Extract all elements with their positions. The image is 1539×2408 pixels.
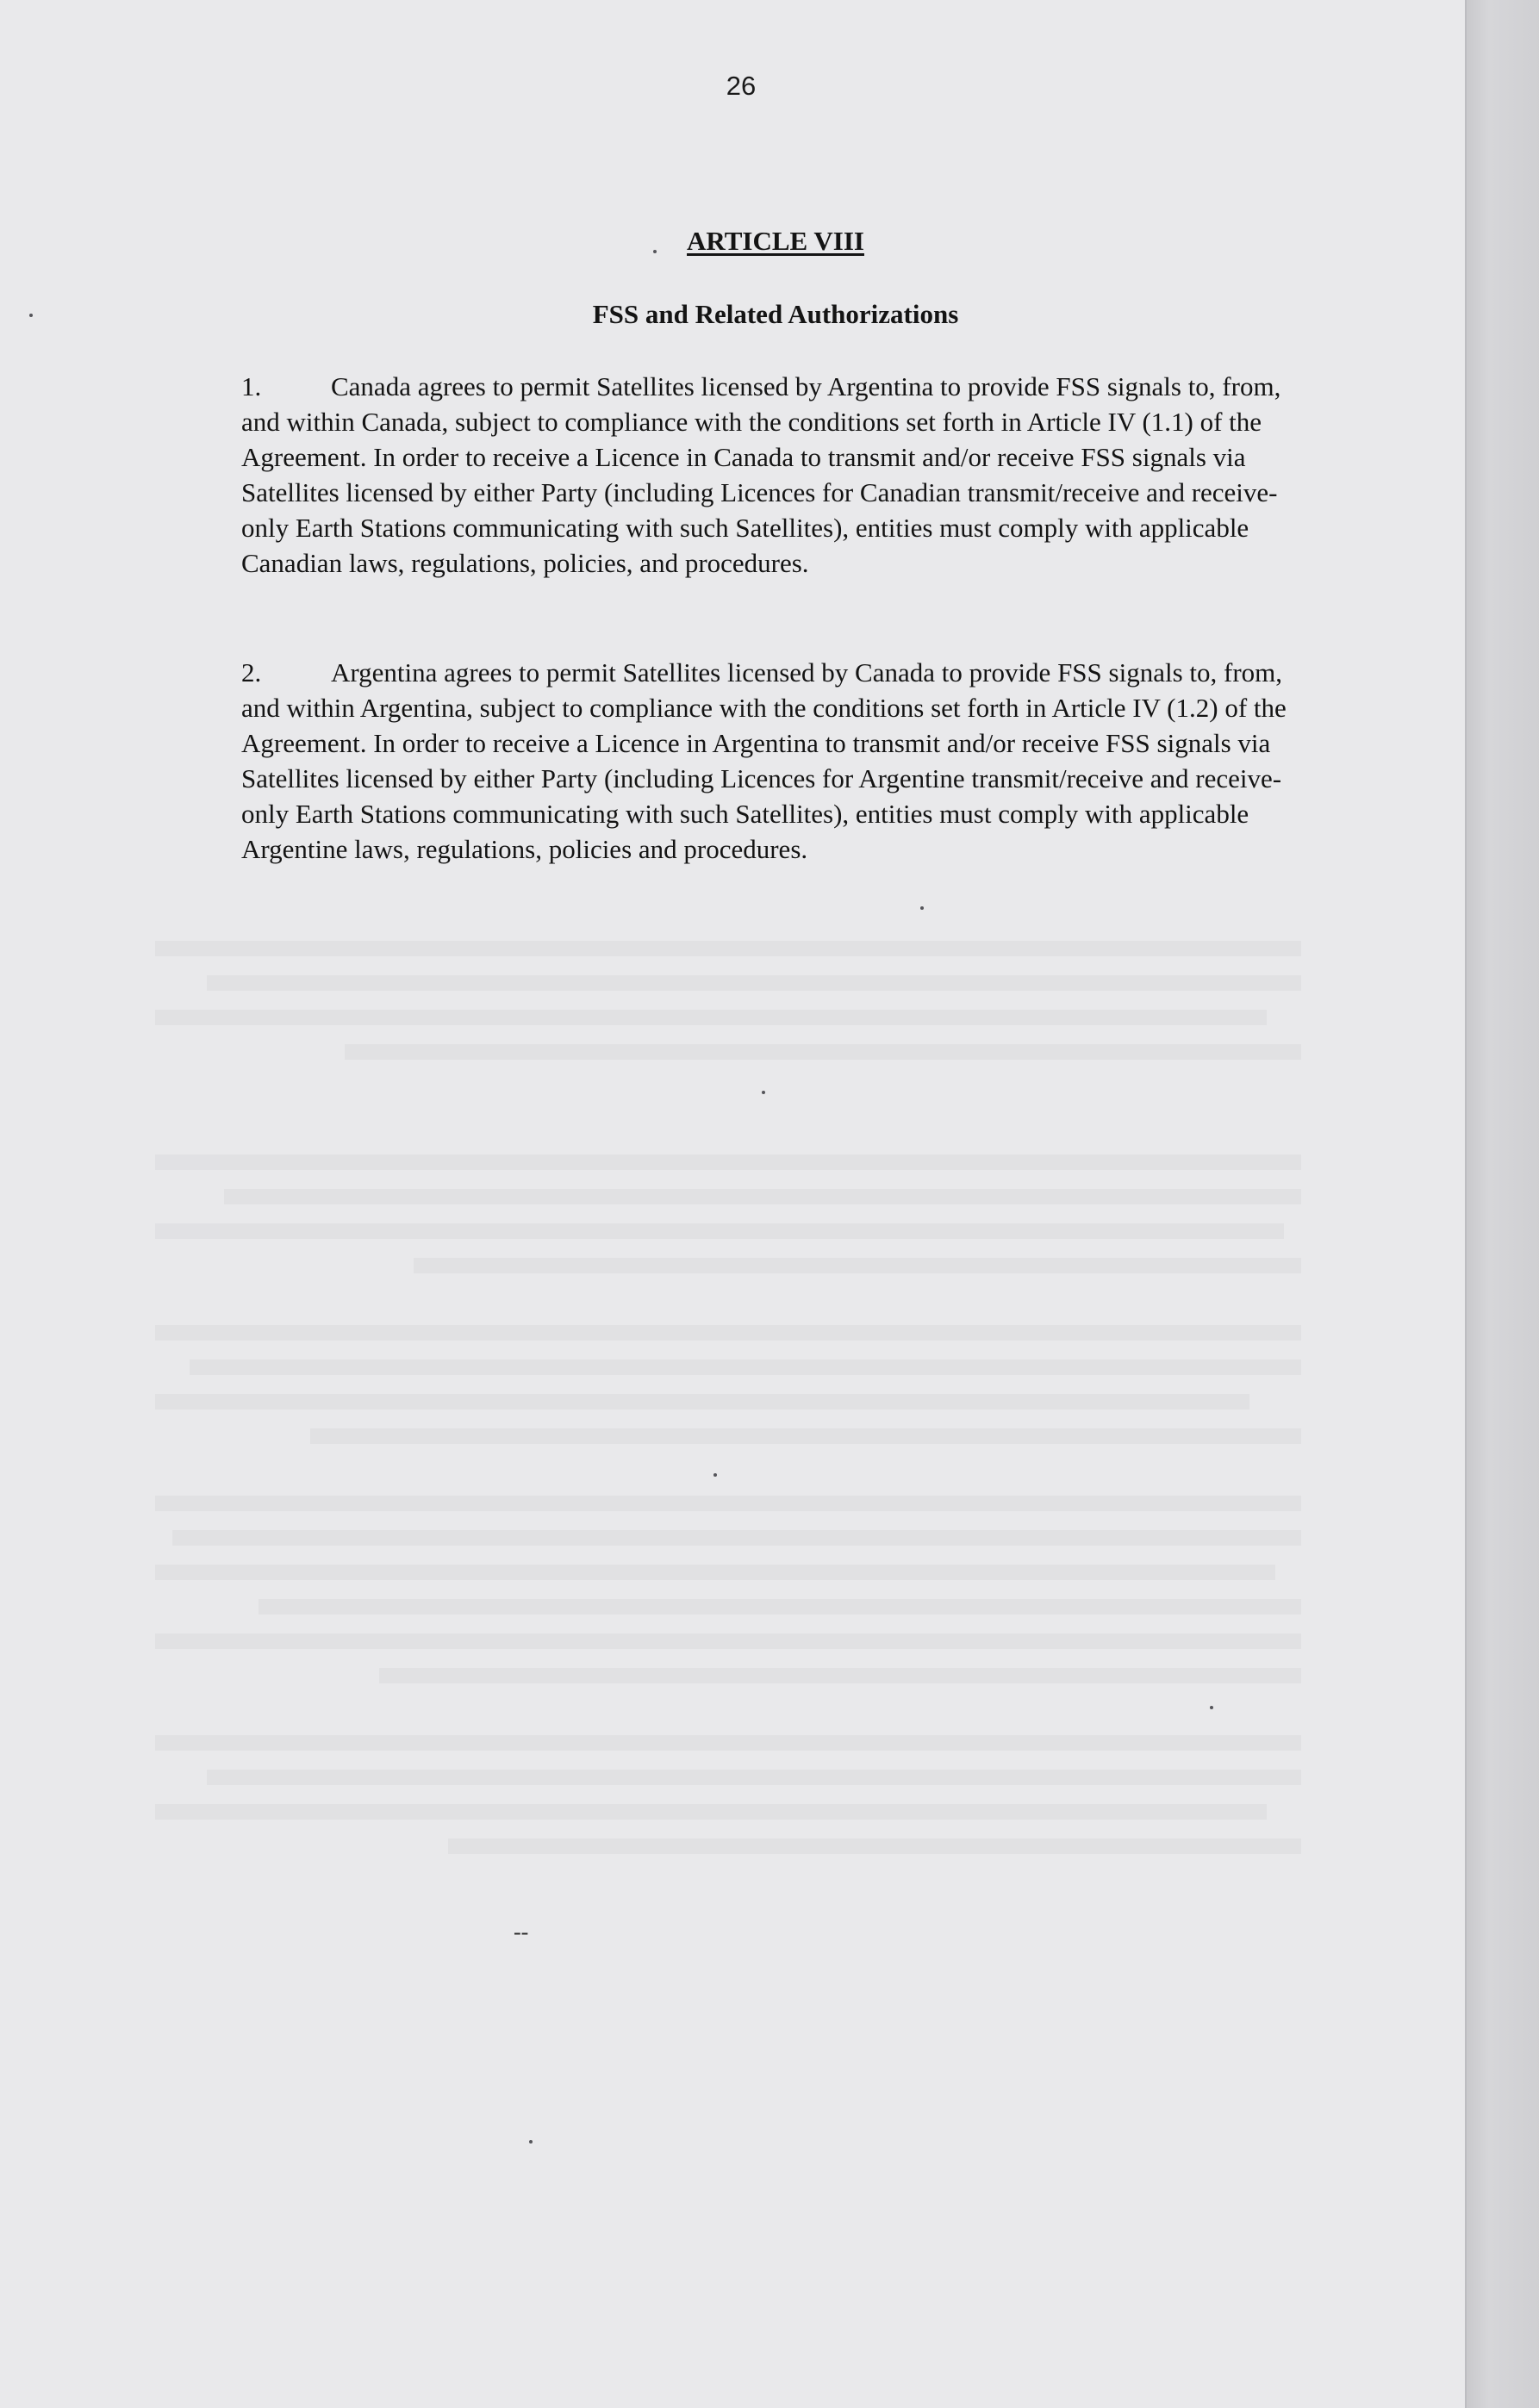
scan-speck <box>1210 1706 1213 1709</box>
page-number: 26 <box>726 71 757 101</box>
show-through-block <box>155 930 1301 1189</box>
article-subtitle: FSS and Related Authorizations <box>592 299 959 329</box>
show-through-block <box>155 1154 1301 2154</box>
paragraph-2 <box>241 655 1310 867</box>
scan-speck <box>653 250 657 253</box>
paragraph-text: Canada agrees to permit Satellites licensed by Argentina to provide FSS signals to, from, and within Canada, subject to compliance with the conditions set forth in Article IV (1.1) of the Agreement. In order to receive a Licence in Canada to transmit and/or receive FSS signals via Satellites licensed by either Party (including Licences for Canadian transmit/receive and receive-only Earth Stations communicating with such Satellites), entities must comply with applicable Canadian laws, regulations, policies, and procedures. <box>241 371 1281 578</box>
paragraph-number: 1. <box>241 371 262 401</box>
scan-speck <box>29 314 33 317</box>
scan-speck <box>920 906 924 910</box>
scan-speck <box>762 1091 765 1094</box>
paragraph-1 <box>241 369 1310 581</box>
scan-speck <box>529 2140 533 2144</box>
scan-speck <box>713 1473 717 1477</box>
paragraph-text: Argentina agrees to permit Satellites licensed by Canada to provide FSS signals to, from, and within Argentina, subject to compliance with the conditions set forth in Article IV (1.2) of the Agreement. In order to receive a Licence in Argentina to transmit and/or receive FSS signals via Satellites licensed by either Party (including Licences for Argentine transmit/receive and receive-only Earth Stations communicating with such Satellites), entities must comply with applicable Argentine laws, regulations, policies and procedures. <box>241 657 1287 864</box>
paragraph-number: 2. <box>241 657 262 688</box>
footer-mark: -- <box>514 1920 529 1944</box>
article-title: ARTICLE VIII <box>687 226 864 256</box>
page-edge-shadow <box>1465 0 1539 2408</box>
